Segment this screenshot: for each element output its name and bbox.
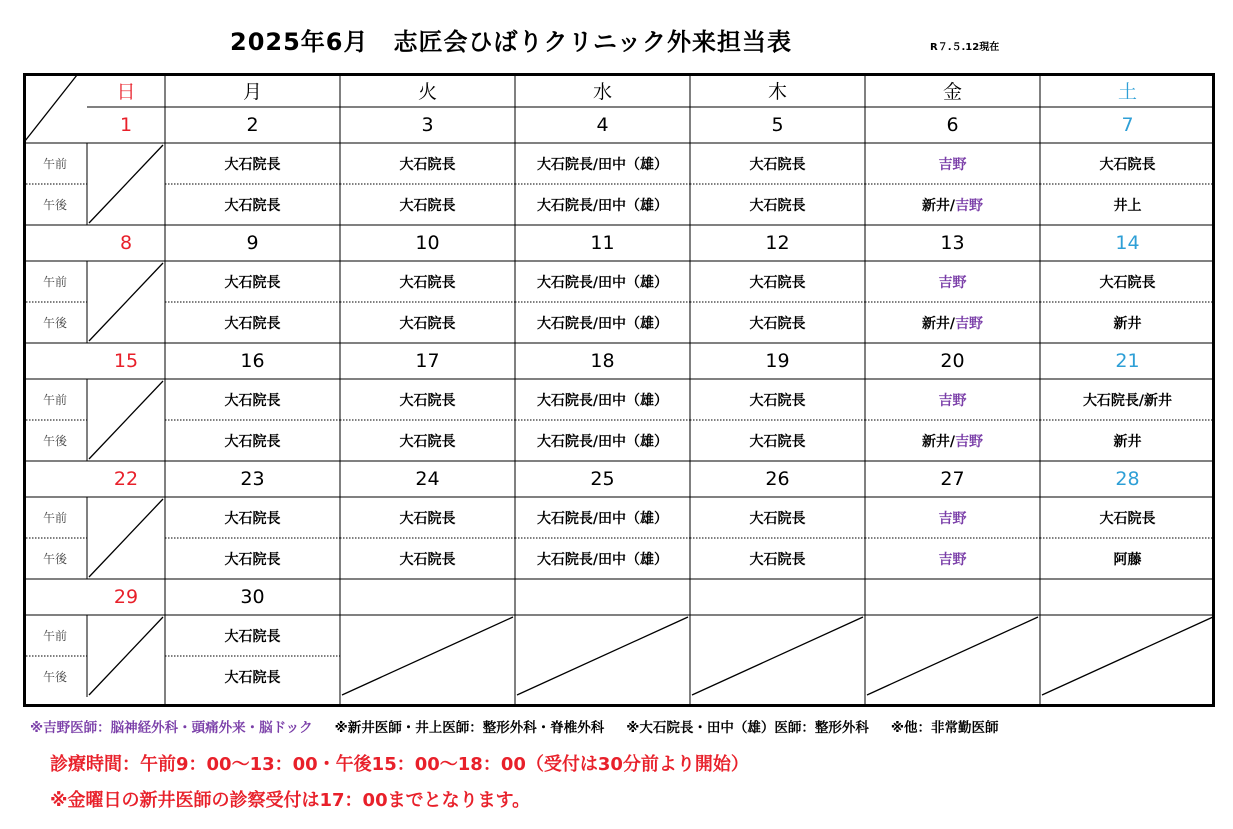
date-cell: 27	[940, 468, 965, 490]
doctor-pm: 大石院長	[224, 197, 281, 214]
sunday-diagonal	[89, 617, 163, 695]
doctor-pm: 新井	[1113, 315, 1142, 332]
doctor-am: 大石院長/田中（雄）	[536, 274, 669, 291]
doctor-pm: 大石院長/田中（雄）	[536, 433, 669, 450]
weekday-header: 日	[116, 80, 136, 103]
sunday-diagonal	[89, 263, 163, 341]
doctor-pm: 大石院長	[749, 433, 806, 450]
weekday-header: 木	[767, 80, 787, 103]
date-cell: 22	[113, 468, 139, 490]
doctor-am: 大石院長	[224, 156, 281, 173]
doctor-am: 吉野	[938, 156, 967, 173]
date-cell: 30	[240, 586, 265, 608]
slot-label-pm: 午後	[42, 434, 67, 448]
schedule-table	[23, 73, 1215, 707]
date-cell	[865, 579, 1040, 615]
empty-diagonal	[517, 617, 688, 695]
date-cell: 13	[940, 232, 965, 254]
doctor-pm: 大石院長	[224, 551, 281, 568]
doctor-am: 大石院長	[749, 510, 806, 527]
doctor-pm: 大石院長	[749, 197, 806, 214]
page-title: 2025年6月 志匠会ひばりクリニック外来担当表	[230, 28, 793, 56]
date-cell: 23	[240, 468, 265, 490]
date-cell: 3	[421, 114, 434, 136]
note-oishi-tanaka: ※大石院長・田中（雄）医師：整形外科	[626, 720, 869, 736]
date-cell: 6	[946, 114, 959, 136]
doctor-pm: 阿藤	[1113, 551, 1142, 568]
slot-label-pm: 午後	[42, 552, 67, 566]
date-cell: 14	[1115, 232, 1140, 254]
doctor-am: 大石院長	[1099, 156, 1156, 173]
weekday-header: 金	[942, 80, 962, 103]
doctor-pm: 大石院長	[399, 315, 456, 332]
doctor-am: 大石院長	[224, 392, 281, 409]
doctor-pm	[865, 302, 1040, 343]
doctor-pm: 新井	[1113, 433, 1142, 450]
slot-label-am: 午前	[42, 275, 67, 289]
doctor-am: 大石院長	[224, 274, 281, 291]
date-cell: 1	[119, 114, 133, 136]
date-cell: 7	[1121, 114, 1134, 136]
date-cell: 20	[940, 350, 965, 372]
doctor-am: 大石院長	[224, 628, 281, 645]
doctor-am: 大石院長	[399, 392, 456, 409]
date-cell: 9	[246, 232, 259, 254]
as-of-date: R７.５.12現在	[930, 42, 1000, 53]
doctor-am: 吉野	[938, 274, 967, 291]
date-cell: 24	[415, 468, 440, 490]
doctor-pm: 井上	[1113, 197, 1142, 214]
doctor-pm: 吉野	[938, 551, 967, 568]
date-cell: 28	[1115, 468, 1140, 490]
doctor-name: 吉野	[955, 197, 984, 214]
doctor-am: 吉野	[938, 392, 967, 409]
date-cell: 19	[765, 350, 790, 372]
empty-diagonal	[1042, 617, 1213, 695]
empty-diagonal	[867, 617, 1038, 695]
doctor-am: 大石院長/田中（雄）	[536, 510, 669, 527]
date-cell: 4	[596, 114, 609, 136]
slot-label-am: 午前	[42, 629, 67, 643]
date-cell	[515, 579, 690, 615]
empty-diagonal	[342, 617, 513, 695]
doctor-name: 新井/	[921, 433, 956, 450]
weekday-header: 火	[417, 80, 437, 103]
slot-label-pm: 午後	[42, 670, 67, 684]
date-cell: 8	[119, 232, 133, 254]
doctor-pm: 大石院長	[399, 551, 456, 568]
date-cell	[1040, 579, 1215, 615]
doctor-pm: 大石院長/田中（雄）	[536, 551, 669, 568]
doctor-pm	[865, 184, 1040, 225]
friday-notice: ※金曜日の新井医師の診察受付は17：00までとなります。	[50, 790, 531, 811]
doctor-am: 大石院長	[224, 510, 281, 527]
consultation-hours: 診療時間：午前9：00～13：00・午後15：00～18：00（受付は30分前より開始）	[50, 754, 749, 775]
doctor-pm: 大石院長	[224, 315, 281, 332]
date-cell: 29	[113, 586, 139, 608]
slot-label-am: 午前	[42, 511, 67, 525]
sunday-diagonal	[89, 381, 163, 459]
date-cell: 2	[246, 114, 259, 136]
doctor-pm: 大石院長	[399, 433, 456, 450]
doctor-am: 大石院長	[399, 274, 456, 291]
slot-label-pm: 午後	[42, 316, 67, 330]
doctor-pm: 大石院長	[749, 315, 806, 332]
weekday-header: 水	[592, 80, 612, 103]
note-yoshino: ※吉野医師：脳神経外科・頭痛外来・脳ドック	[30, 720, 313, 736]
doctor-am: 大石院長	[749, 156, 806, 173]
empty-diagonal	[692, 617, 863, 695]
note-other: ※他：非常勤医師	[890, 720, 999, 736]
doctor-am: 大石院長/新井	[1082, 392, 1173, 409]
date-cell: 15	[113, 350, 139, 372]
doctor-name: 新井/	[921, 315, 956, 332]
date-cell: 5	[771, 114, 784, 136]
doctor-pm: 大石院長	[224, 433, 281, 450]
date-cell: 25	[590, 468, 615, 490]
doctor-pm: 大石院長/田中（雄）	[536, 197, 669, 214]
date-cell	[690, 579, 865, 615]
note-arai-inoue: ※新井医師・井上医師：整形外科・脊椎外科	[334, 720, 605, 736]
doctor-am: 大石院長	[399, 156, 456, 173]
date-cell: 11	[590, 232, 615, 254]
doctor-notes	[30, 716, 998, 736]
weekday-header: 土	[1117, 80, 1137, 103]
date-cell: 12	[765, 232, 790, 254]
doctor-am: 大石院長	[749, 392, 806, 409]
weekday-header: 月	[242, 80, 262, 103]
slot-label-pm: 午後	[42, 198, 67, 212]
doctor-pm: 大石院長/田中（雄）	[536, 315, 669, 332]
doctor-am: 大石院長	[399, 510, 456, 527]
slot-label-am: 午前	[42, 157, 67, 171]
date-cell	[340, 579, 515, 615]
date-cell: 17	[415, 350, 440, 372]
doctor-pm	[865, 420, 1040, 461]
sunday-diagonal	[89, 145, 163, 223]
date-cell: 21	[1115, 350, 1140, 372]
date-cell: 16	[240, 350, 265, 372]
doctor-pm: 大石院長	[749, 551, 806, 568]
date-cell: 26	[765, 468, 790, 490]
doctor-name: 吉野	[955, 433, 984, 450]
doctor-am: 大石院長/田中（雄）	[536, 392, 669, 409]
doctor-am: 大石院長	[749, 274, 806, 291]
doctor-name: 吉野	[955, 315, 984, 332]
doctor-am: 大石院長	[1099, 510, 1156, 527]
doctor-pm: 大石院長	[224, 669, 281, 686]
doctor-name: 新井/	[921, 197, 956, 214]
date-cell: 10	[415, 232, 440, 254]
doctor-am: 吉野	[938, 510, 967, 527]
doctor-am: 大石院長/田中（雄）	[536, 156, 669, 173]
date-cell: 18	[590, 350, 615, 372]
slot-label-am: 午前	[42, 393, 67, 407]
sunday-diagonal	[89, 499, 163, 577]
doctor-am: 大石院長	[1099, 274, 1156, 291]
doctor-pm: 大石院長	[399, 197, 456, 214]
